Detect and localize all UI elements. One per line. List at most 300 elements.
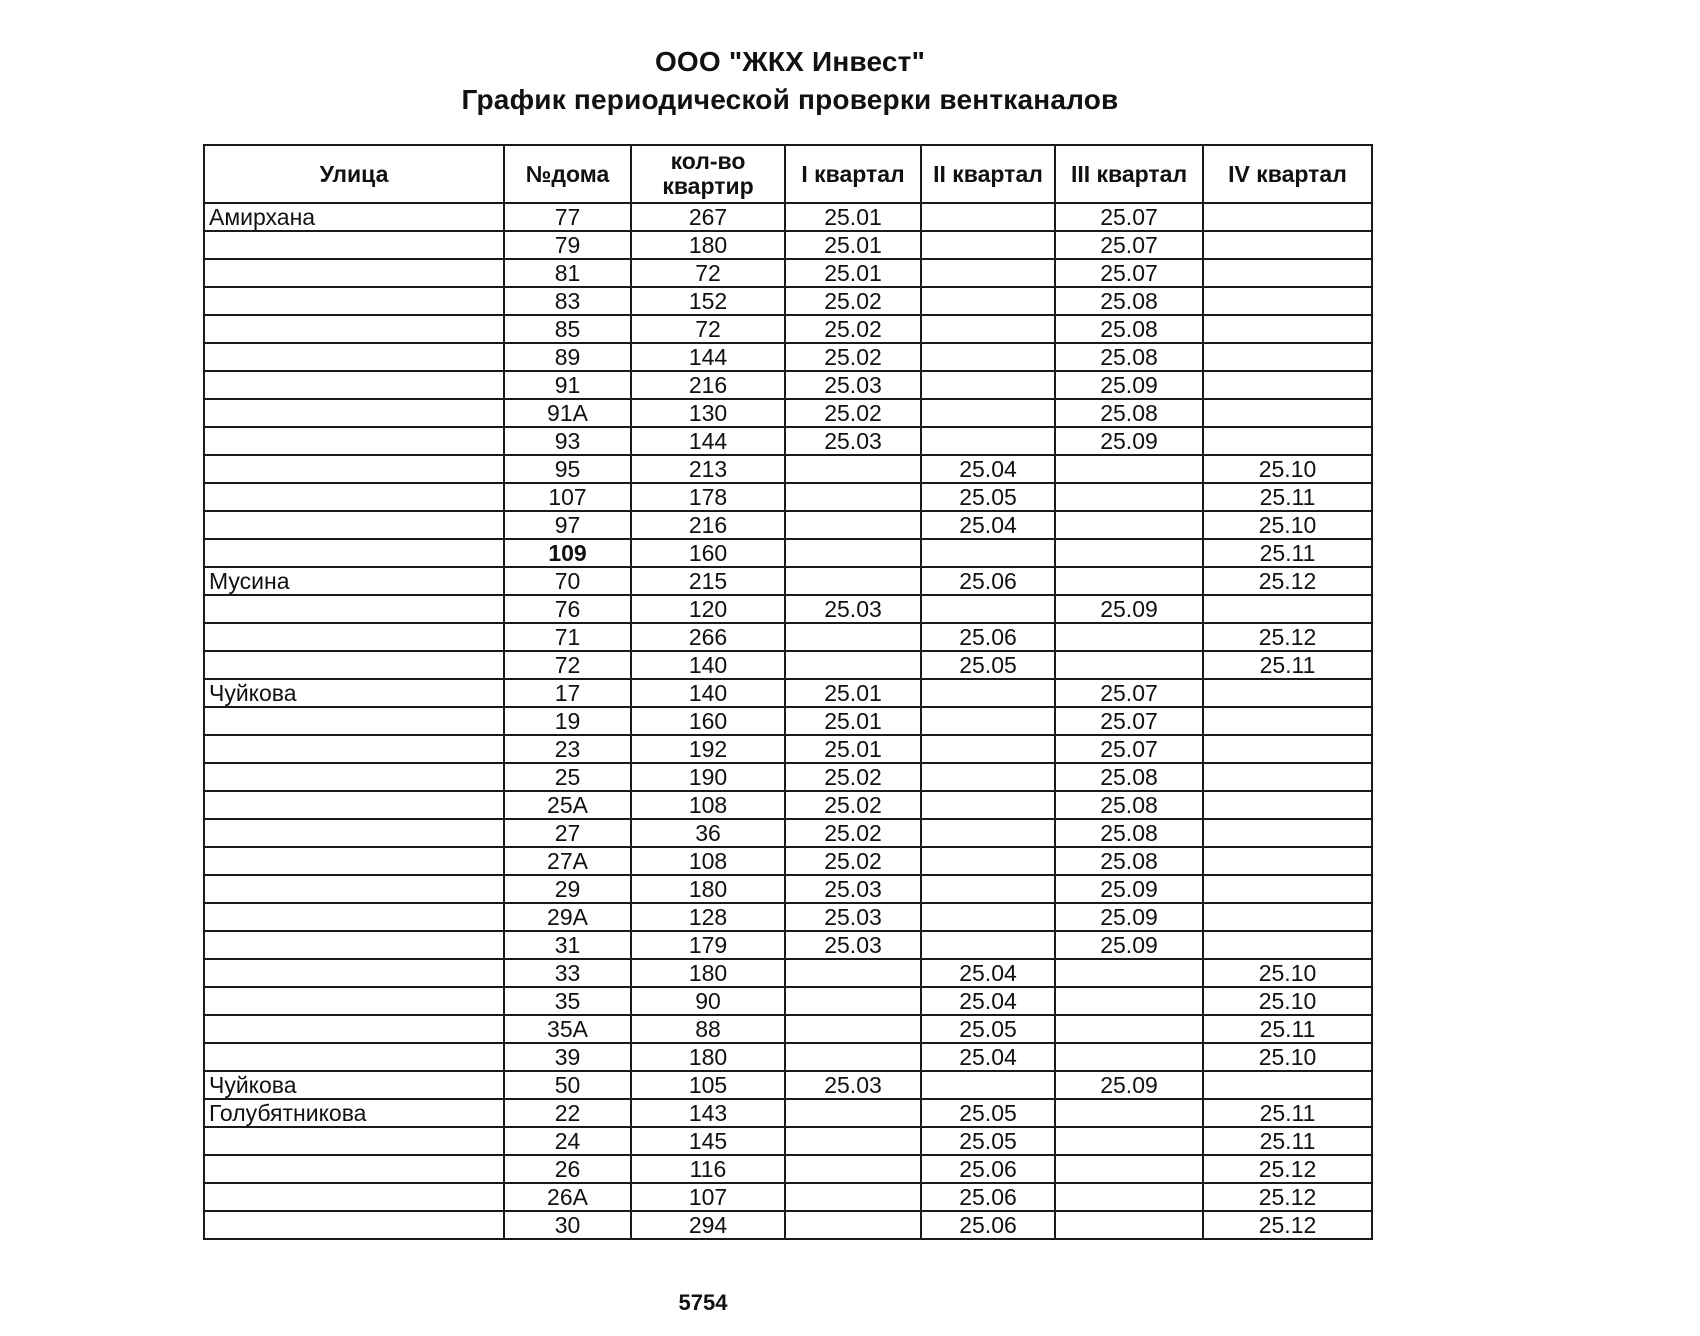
cell-flats: 160: [631, 539, 785, 567]
cell-house: 23: [504, 735, 631, 763]
cell-house: 93: [504, 427, 631, 455]
table-row: [204, 959, 1372, 987]
cell-q1: 25.03: [785, 595, 921, 623]
cell-q3: 25.07: [1055, 259, 1203, 287]
table-header-row: [204, 145, 1372, 203]
cell-q4: [1203, 735, 1372, 763]
cell-q3: 25.09: [1055, 1071, 1203, 1099]
table-row: [204, 763, 1372, 791]
cell-q4: 25.12: [1203, 1211, 1372, 1239]
cell-house: 91А: [504, 399, 631, 427]
cell-q2: [921, 819, 1055, 847]
cell-q2: 25.04: [921, 455, 1055, 483]
cell-q3: 25.08: [1055, 399, 1203, 427]
header-flats: [631, 145, 785, 203]
table-row: [204, 1127, 1372, 1155]
cell-q3: 25.09: [1055, 427, 1203, 455]
cell-q2: [921, 763, 1055, 791]
cell-flats: 192: [631, 735, 785, 763]
cell-q2: [921, 595, 1055, 623]
cell-house: 107: [504, 483, 631, 511]
cell-q3: 25.08: [1055, 791, 1203, 819]
cell-street: [204, 595, 504, 623]
cell-flats: 107: [631, 1183, 785, 1211]
cell-q3: 25.08: [1055, 287, 1203, 315]
cell-q1: 25.02: [785, 819, 921, 847]
cell-q4: [1203, 1071, 1372, 1099]
cell-flats: 178: [631, 483, 785, 511]
cell-flats: 140: [631, 679, 785, 707]
cell-q1: 25.03: [785, 931, 921, 959]
table-row: [204, 1071, 1372, 1099]
header-q4: IV квартал: [1203, 145, 1372, 203]
cell-q4: [1203, 875, 1372, 903]
cell-q1: [785, 1099, 921, 1127]
cell-house: 35А: [504, 1015, 631, 1043]
cell-street: [204, 315, 504, 343]
cell-q3: 25.07: [1055, 707, 1203, 735]
cell-q2: 25.06: [921, 1155, 1055, 1183]
cell-flats: 144: [631, 343, 785, 371]
cell-q2: [921, 931, 1055, 959]
cell-house: 22: [504, 1099, 631, 1127]
cell-street: [204, 343, 504, 371]
cell-q2: 25.06: [921, 623, 1055, 651]
table-row: [204, 595, 1372, 623]
cell-q3: [1055, 651, 1203, 679]
cell-house: 89: [504, 343, 631, 371]
table-row: [204, 1015, 1372, 1043]
cell-q3: [1055, 483, 1203, 511]
table-row: [204, 483, 1372, 511]
cell-q1: 25.02: [785, 847, 921, 875]
table-row: [204, 539, 1372, 567]
cell-q2: [921, 287, 1055, 315]
header-house: №дома: [504, 145, 631, 203]
header-q1: I квартал: [785, 145, 921, 203]
cell-house: 25: [504, 763, 631, 791]
cell-q2: 25.06: [921, 1211, 1055, 1239]
cell-q2: [921, 371, 1055, 399]
cell-q1: [785, 1015, 921, 1043]
cell-house: 71: [504, 623, 631, 651]
cell-house: 83: [504, 287, 631, 315]
cell-q3: [1055, 455, 1203, 483]
cell-flats: 160: [631, 707, 785, 735]
cell-q3: [1055, 1211, 1203, 1239]
cell-house: 19: [504, 707, 631, 735]
cell-flats: 266: [631, 623, 785, 651]
table-row: [204, 455, 1372, 483]
table-row: [204, 679, 1372, 707]
cell-q1: [785, 1183, 921, 1211]
cell-q4: [1203, 259, 1372, 287]
cell-q2: [921, 735, 1055, 763]
cell-q3: [1055, 567, 1203, 595]
cell-q4: [1203, 371, 1372, 399]
table-row: [204, 791, 1372, 819]
cell-q3: [1055, 511, 1203, 539]
cell-house: 17: [504, 679, 631, 707]
header-flats-line2: квартир: [662, 173, 754, 199]
cell-q4: 25.11: [1203, 483, 1372, 511]
table-row: [204, 203, 1372, 231]
cell-q1: 25.01: [785, 679, 921, 707]
table-row: [204, 1183, 1372, 1211]
cell-q4: 25.11: [1203, 1127, 1372, 1155]
cell-q2: [921, 707, 1055, 735]
cell-q1: [785, 1211, 921, 1239]
table-row: [204, 987, 1372, 1015]
cell-q2: 25.04: [921, 1043, 1055, 1071]
table-row: [204, 875, 1372, 903]
cell-q2: [921, 903, 1055, 931]
cell-q4: [1203, 931, 1372, 959]
cell-q2: 25.05: [921, 483, 1055, 511]
cell-flats: 145: [631, 1127, 785, 1155]
cell-q1: [785, 483, 921, 511]
cell-flats: 179: [631, 931, 785, 959]
cell-street: Чуйкова: [204, 1071, 504, 1099]
cell-q1: [785, 539, 921, 567]
table-row: [204, 651, 1372, 679]
cell-q3: [1055, 987, 1203, 1015]
cell-street: [204, 1183, 504, 1211]
cell-street: [204, 903, 504, 931]
table-body: [204, 203, 1372, 1239]
cell-q1: 25.01: [785, 231, 921, 259]
cell-q3: 25.09: [1055, 931, 1203, 959]
table-row: [204, 315, 1372, 343]
cell-house: 25А: [504, 791, 631, 819]
cell-q3: 25.09: [1055, 875, 1203, 903]
cell-street: [204, 819, 504, 847]
cell-q1: 25.02: [785, 763, 921, 791]
cell-q1: 25.01: [785, 735, 921, 763]
cell-q4: [1203, 903, 1372, 931]
cell-q1: [785, 959, 921, 987]
cell-street: [204, 959, 504, 987]
cell-street: [204, 455, 504, 483]
cell-flats: 180: [631, 231, 785, 259]
cell-q2: [921, 399, 1055, 427]
cell-street: [204, 511, 504, 539]
table-row: [204, 259, 1372, 287]
cell-q3: 25.08: [1055, 847, 1203, 875]
cell-q4: [1203, 203, 1372, 231]
cell-street: [204, 287, 504, 315]
cell-q3: [1055, 1043, 1203, 1071]
cell-q3: 25.08: [1055, 763, 1203, 791]
table-row: [204, 287, 1372, 315]
cell-q4: 25.11: [1203, 539, 1372, 567]
cell-q3: 25.09: [1055, 595, 1203, 623]
cell-q2: [921, 427, 1055, 455]
cell-q4: [1203, 847, 1372, 875]
header-flats-line1: кол-во: [670, 148, 746, 174]
cell-q3: [1055, 1015, 1203, 1043]
cell-q2: 25.06: [921, 1183, 1055, 1211]
cell-q3: 25.08: [1055, 343, 1203, 371]
cell-street: [204, 875, 504, 903]
cell-street: [204, 259, 504, 287]
table-row: [204, 567, 1372, 595]
table-row: [204, 1211, 1372, 1239]
cell-q4: 25.10: [1203, 959, 1372, 987]
cell-q2: [921, 791, 1055, 819]
cell-street: [204, 1127, 504, 1155]
cell-q4: [1203, 427, 1372, 455]
cell-street: [204, 427, 504, 455]
cell-q4: [1203, 595, 1372, 623]
cell-flats: 267: [631, 203, 785, 231]
cell-street: Чуйкова: [204, 679, 504, 707]
cell-q2: [921, 315, 1055, 343]
cell-q1: 25.03: [785, 1071, 921, 1099]
cell-q4: 25.12: [1203, 1155, 1372, 1183]
cell-q4: 25.11: [1203, 651, 1372, 679]
cell-q2: 25.05: [921, 1099, 1055, 1127]
cell-street: [204, 1015, 504, 1043]
cell-q4: [1203, 315, 1372, 343]
cell-flats: 190: [631, 763, 785, 791]
schedule-title: График периодической проверки вентканалов: [461, 84, 1119, 115]
cell-house: 26: [504, 1155, 631, 1183]
cell-house: 79: [504, 231, 631, 259]
cell-flats: 108: [631, 791, 785, 819]
cell-q2: [921, 343, 1055, 371]
cell-q1: 25.03: [785, 875, 921, 903]
cell-q4: 25.10: [1203, 987, 1372, 1015]
cell-q4: [1203, 819, 1372, 847]
cell-house: 29А: [504, 903, 631, 931]
cell-q2: [921, 231, 1055, 259]
cell-q4: [1203, 679, 1372, 707]
cell-q2: [921, 1071, 1055, 1099]
cell-q1: 25.02: [785, 343, 921, 371]
cell-house: 76: [504, 595, 631, 623]
cell-q1: [785, 987, 921, 1015]
cell-q4: 25.12: [1203, 623, 1372, 651]
cell-house: 97: [504, 511, 631, 539]
cell-q4: [1203, 707, 1372, 735]
cell-q4: 25.10: [1203, 455, 1372, 483]
cell-q1: 25.03: [785, 371, 921, 399]
cell-street: [204, 735, 504, 763]
cell-q4: 25.10: [1203, 511, 1372, 539]
cell-flats: 180: [631, 959, 785, 987]
cell-q2: 25.05: [921, 651, 1055, 679]
schedule-table: [203, 144, 1373, 1240]
cell-flats: 105: [631, 1071, 785, 1099]
cell-street: Голубятникова: [204, 1099, 504, 1127]
table-row: [204, 343, 1372, 371]
cell-q3: 25.07: [1055, 203, 1203, 231]
cell-q1: [785, 455, 921, 483]
table-row: [204, 623, 1372, 651]
cell-q2: [921, 539, 1055, 567]
table-row: [204, 1099, 1372, 1127]
cell-q4: [1203, 763, 1372, 791]
cell-flats: 180: [631, 1043, 785, 1071]
cell-q3: 25.07: [1055, 735, 1203, 763]
cell-q3: [1055, 959, 1203, 987]
cell-flats: 216: [631, 371, 785, 399]
cell-q1: 25.02: [785, 399, 921, 427]
cell-q1: [785, 511, 921, 539]
cell-q3: 25.08: [1055, 819, 1203, 847]
cell-street: [204, 371, 504, 399]
header-street: Улица: [204, 145, 504, 203]
table-row: [204, 847, 1372, 875]
cell-q1: [785, 567, 921, 595]
cell-q1: 25.01: [785, 259, 921, 287]
cell-q1: 25.01: [785, 707, 921, 735]
cell-q2: [921, 203, 1055, 231]
cell-q2: 25.06: [921, 567, 1055, 595]
cell-street: [204, 931, 504, 959]
total-flats: 5754: [678, 1290, 728, 1315]
table-row: [204, 707, 1372, 735]
cell-flats: 152: [631, 287, 785, 315]
table-row: [204, 1155, 1372, 1183]
cell-q1: 25.01: [785, 203, 921, 231]
header-q2: II квартал: [921, 145, 1055, 203]
cell-q4: [1203, 231, 1372, 259]
cell-house: 27: [504, 819, 631, 847]
cell-street: [204, 539, 504, 567]
cell-q4: 25.11: [1203, 1015, 1372, 1043]
table-row: [204, 231, 1372, 259]
cell-q1: 25.03: [785, 903, 921, 931]
cell-house: 24: [504, 1127, 631, 1155]
cell-flats: 108: [631, 847, 785, 875]
cell-q2: [921, 875, 1055, 903]
cell-flats: 88: [631, 1015, 785, 1043]
cell-q3: [1055, 1183, 1203, 1211]
cell-house: 85: [504, 315, 631, 343]
cell-q3: [1055, 1127, 1203, 1155]
cell-street: [204, 651, 504, 679]
cell-q3: 25.07: [1055, 231, 1203, 259]
cell-flats: 36: [631, 819, 785, 847]
cell-street: [204, 231, 504, 259]
cell-flats: 90: [631, 987, 785, 1015]
table-row: [204, 735, 1372, 763]
cell-q4: [1203, 287, 1372, 315]
cell-street: [204, 791, 504, 819]
cell-q3: 25.09: [1055, 371, 1203, 399]
cell-house: 77: [504, 203, 631, 231]
cell-street: Амирхана: [204, 203, 504, 231]
cell-q3: [1055, 1099, 1203, 1127]
cell-q3: 25.07: [1055, 679, 1203, 707]
cell-q4: 25.12: [1203, 567, 1372, 595]
table-row: [204, 399, 1372, 427]
cell-street: [204, 483, 504, 511]
cell-house: 35: [504, 987, 631, 1015]
cell-flats: 216: [631, 511, 785, 539]
table-row: [204, 511, 1372, 539]
cell-house: 70: [504, 567, 631, 595]
org-title: ООО "ЖКХ Инвест": [654, 46, 926, 77]
cell-house: 81: [504, 259, 631, 287]
cell-house: 26А: [504, 1183, 631, 1211]
table-row: [204, 1043, 1372, 1071]
cell-q2: 25.04: [921, 987, 1055, 1015]
cell-q1: [785, 1155, 921, 1183]
cell-q3: 25.08: [1055, 315, 1203, 343]
cell-q4: 25.11: [1203, 1099, 1372, 1127]
cell-street: [204, 1211, 504, 1239]
cell-flats: 140: [631, 651, 785, 679]
cell-flats: 120: [631, 595, 785, 623]
cell-house: 50: [504, 1071, 631, 1099]
cell-flats: 294: [631, 1211, 785, 1239]
cell-q2: 25.05: [921, 1015, 1055, 1043]
cell-q1: [785, 1127, 921, 1155]
cell-house: 91: [504, 371, 631, 399]
cell-q4: 25.10: [1203, 1043, 1372, 1071]
cell-street: [204, 623, 504, 651]
cell-flats: 130: [631, 399, 785, 427]
cell-street: [204, 1043, 504, 1071]
cell-house: 109: [504, 539, 631, 567]
cell-street: Мусина: [204, 567, 504, 595]
cell-flats: 116: [631, 1155, 785, 1183]
cell-q1: 25.02: [785, 791, 921, 819]
cell-house: 95: [504, 455, 631, 483]
cell-house: 27А: [504, 847, 631, 875]
cell-q1: 25.03: [785, 427, 921, 455]
cell-flats: 180: [631, 875, 785, 903]
table-row: [204, 427, 1372, 455]
cell-house: 31: [504, 931, 631, 959]
cell-flats: 128: [631, 903, 785, 931]
cell-q3: [1055, 539, 1203, 567]
cell-q2: [921, 259, 1055, 287]
cell-street: [204, 763, 504, 791]
cell-q1: [785, 651, 921, 679]
cell-flats: 144: [631, 427, 785, 455]
cell-q2: 25.05: [921, 1127, 1055, 1155]
cell-q2: [921, 679, 1055, 707]
cell-flats: 72: [631, 259, 785, 287]
cell-house: 72: [504, 651, 631, 679]
cell-q4: [1203, 343, 1372, 371]
table-row: [204, 931, 1372, 959]
cell-q4: [1203, 791, 1372, 819]
cell-q4: 25.12: [1203, 1183, 1372, 1211]
cell-street: [204, 707, 504, 735]
cell-q1: 25.02: [785, 287, 921, 315]
cell-street: [204, 399, 504, 427]
cell-house: 30: [504, 1211, 631, 1239]
cell-flats: 72: [631, 315, 785, 343]
table-row: [204, 371, 1372, 399]
cell-q1: 25.02: [785, 315, 921, 343]
cell-house: 29: [504, 875, 631, 903]
cell-house: 33: [504, 959, 631, 987]
cell-flats: 213: [631, 455, 785, 483]
header-q3: III квартал: [1055, 145, 1203, 203]
cell-flats: 215: [631, 567, 785, 595]
cell-q3: 25.09: [1055, 903, 1203, 931]
cell-street: [204, 847, 504, 875]
cell-q3: [1055, 623, 1203, 651]
cell-q1: [785, 623, 921, 651]
cell-q1: [785, 1043, 921, 1071]
